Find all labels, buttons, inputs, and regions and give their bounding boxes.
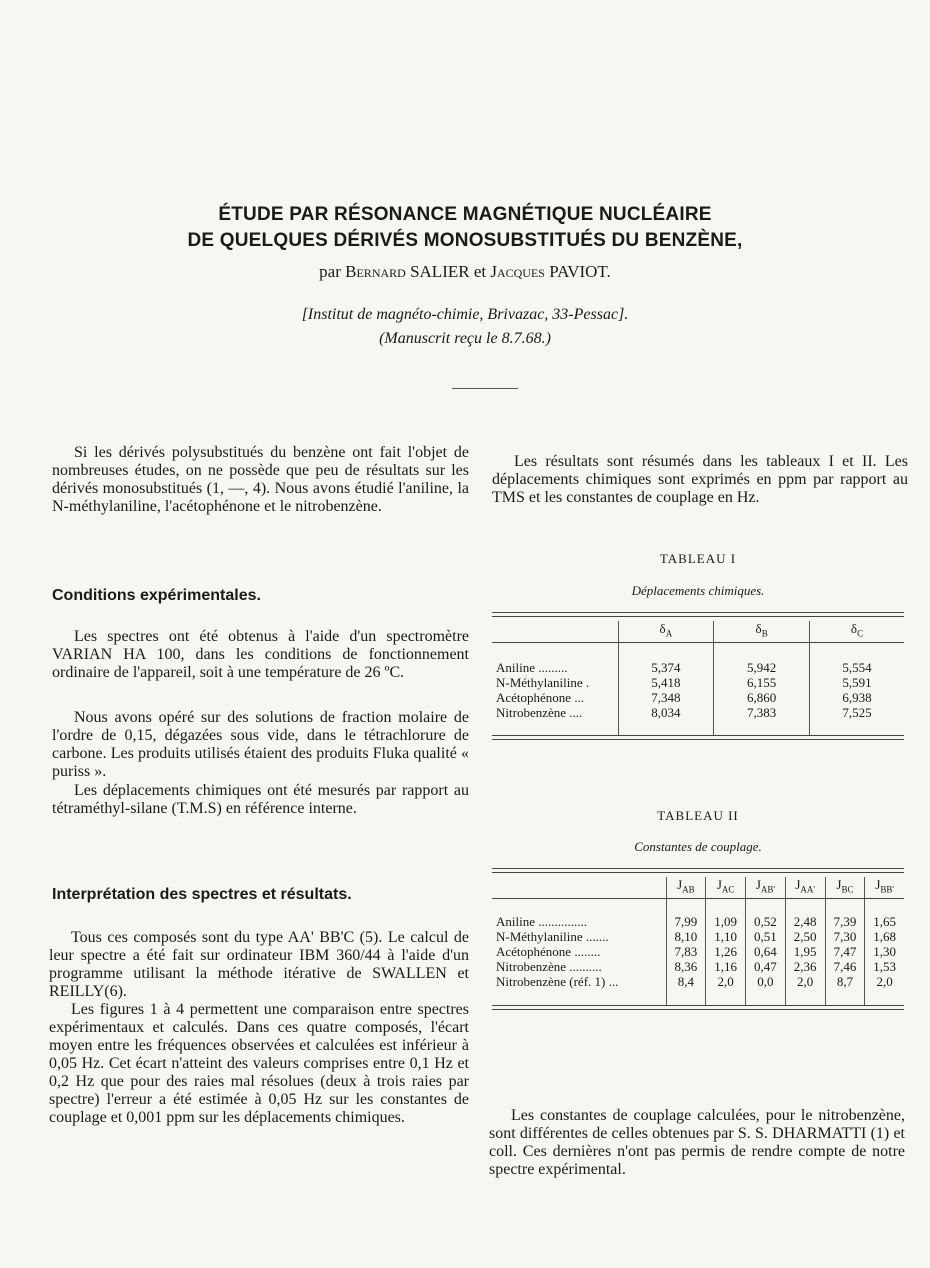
row-label: Nitrobenzène ....	[496, 705, 583, 721]
section1-paragraph2: Nous avons opéré sur des solutions de fraction molaire de l'ordre de 0,15, dégazées sous vide, dans le tétrachlorure de carbone. Les produits utilisés étaient des produits Fluka qualité « puriss ».	[52, 709, 469, 780]
cell: 0,52	[746, 914, 786, 929]
table-row	[492, 914, 904, 929]
cell: 2,0	[706, 974, 746, 989]
table2-caption: TABLEAU II	[657, 808, 739, 823]
cell: 8,10	[666, 929, 706, 944]
conclusion-paragraph: Les constantes de couplage calculées, pour le nitrobenzène, sont différentes de celles obtenues par S. S. DHARMATTI (1) et coll. Ces dernières n'ont pas permis de rendre compte de notre spectre expérimental.	[489, 1107, 905, 1178]
cell: 0,47	[746, 959, 786, 974]
cell: 7,348	[618, 690, 714, 705]
title-separator	[452, 388, 518, 389]
institute: [Institut de magnéto-chimie, Brivazac, 33-Pessac].	[301, 306, 629, 323]
table2-grid	[492, 877, 904, 1005]
cell: 8,36	[666, 959, 706, 974]
author2-last: PAVIOT.	[549, 262, 611, 281]
cell: 1,16	[706, 959, 746, 974]
table2-header-jbc: $J_{BC}$	[825, 877, 865, 898]
cell: 1,26	[706, 944, 746, 959]
table2-header-jbbp: $J_{BB'}$	[865, 877, 904, 898]
cell: 8,4	[666, 974, 706, 989]
cell: 5,591	[810, 675, 905, 690]
row-label: Acétophénone ...	[496, 690, 585, 706]
table-row	[492, 974, 904, 989]
section1-paragraph1: Les spectres ont été obtenus à l'aide d'un spectromètre VARIAN HA 100, dans les conditions de fonctionnement ordinaire de l'appareil, soit à une température de 26 ºC.	[52, 628, 469, 681]
table2-header-jac: $J_{AC}$	[706, 877, 746, 898]
cell: 6,938	[810, 690, 905, 705]
table2-top-rule	[492, 868, 904, 873]
table1-header-dc: $\delta_C$	[810, 621, 905, 642]
cell: 7,525	[810, 705, 905, 720]
cell: 0,64	[746, 944, 786, 959]
results-intro: Les résultats sont résumés dans les tableaux I et II. Les déplacements chimiques sont exprimés en ppm par rapport au TMS et les constantes de couplage en Hz.	[492, 453, 908, 506]
row-label: Aniline ...............	[496, 913, 587, 929]
cell: 7,383	[714, 705, 810, 720]
row-label: Nitrobenzène ..........	[496, 958, 602, 974]
author1-last: SALIER	[410, 262, 470, 281]
cell: 6,860	[714, 690, 810, 705]
table-row	[492, 929, 904, 944]
cell: 1,95	[785, 944, 825, 959]
table1-header-db: $\delta_B$	[714, 621, 810, 642]
table2-header-jaap: $J_{AA'}$	[785, 877, 825, 898]
cell: 2,48	[785, 914, 825, 929]
table2-header-blank	[492, 877, 666, 898]
table-row	[492, 660, 904, 675]
section1-heading: Conditions expérimentales.	[52, 587, 261, 604]
cell: 1,30	[865, 944, 904, 959]
section2-paragraph1: Tous ces composés sont du type AA' BB'C (5). Le calcul de leur spectre a été fait sur ordinateur IBM 360/44 à l'aide d'un programme utilisant la méthode itérative de SWALLEN et REILLY(6).	[49, 929, 469, 1000]
table2-header-jabp: $J_{AB'}$	[746, 877, 786, 898]
row-label: Acétophénone ........	[496, 943, 601, 959]
table1-header-da: $\delta_A$	[618, 621, 714, 642]
row-label: N-Méthylaniline .......	[496, 928, 609, 944]
cell: 8,7	[825, 974, 865, 989]
table1	[492, 612, 904, 740]
cell: 2,0	[865, 974, 904, 989]
table-row	[492, 675, 904, 690]
cell: 7,30	[825, 929, 865, 944]
cell: 1,53	[865, 959, 904, 974]
intro-paragraph: Si les dérivés polysubstitués du benzène ont fait l'objet de nombreuses études, on ne possède que peu de résultats sur les dérivés monosubstitués (1, —, 4). Nous avons étudié l'aniline, la N-méthylaniline, l'acétophénone et le nitrobenzène.	[52, 444, 469, 515]
cell: 1,09	[706, 914, 746, 929]
cell: 1,10	[706, 929, 746, 944]
table1-top-rule	[492, 612, 904, 617]
byline-et: et	[473, 262, 487, 281]
table1-header-blank	[492, 621, 618, 642]
cell: 8,034	[618, 705, 714, 720]
cell: 1,65	[865, 914, 904, 929]
table1-subtitle: Déplacements chimiques.	[631, 583, 765, 598]
table-row	[492, 705, 904, 720]
author1-first: Bernard	[345, 262, 406, 281]
article-title-line2: DE QUELQUES DÉRIVÉS MONOSUBSTITUÉS DU BENZÈNE,	[187, 230, 743, 251]
cell: 1,68	[865, 929, 904, 944]
table2	[492, 868, 904, 1010]
table1-bottom-rule	[492, 735, 904, 740]
author2-first: Jacques	[490, 262, 545, 281]
cell: 7,83	[666, 944, 706, 959]
cell: 2,0	[785, 974, 825, 989]
byline	[0, 262, 930, 282]
section1-paragraph3: Les déplacements chimiques ont été mesurés par rapport au tétraméthyl-silane (T.M.S) en référence interne.	[52, 782, 469, 817]
table2-header-row	[492, 877, 904, 898]
table1-grid	[492, 621, 904, 735]
row-label: N-Méthylaniline .	[496, 675, 590, 691]
cell: 5,942	[714, 660, 810, 675]
cell: 7,39	[825, 914, 865, 929]
cell: 7,99	[666, 914, 706, 929]
cell: 2,36	[785, 959, 825, 974]
cell: 5,418	[618, 675, 714, 690]
article-title-line1: ÉTUDE PAR RÉSONANCE MAGNÉTIQUE NUCLÉAIRE	[218, 204, 712, 225]
cell: 0,51	[746, 929, 786, 944]
table-row	[492, 944, 904, 959]
cell: 5,554	[810, 660, 905, 675]
cell: 5,374	[618, 660, 714, 675]
cell: 0,0	[746, 974, 786, 989]
table-row	[492, 959, 904, 974]
table2-header-jab: $J_{AB}$	[666, 877, 706, 898]
cell: 7,46	[825, 959, 865, 974]
cell: 7,47	[825, 944, 865, 959]
row-label: Aniline .........	[496, 660, 568, 676]
byline-par: par	[319, 262, 341, 281]
table2-bottom-rule	[492, 1005, 904, 1010]
table-row	[492, 690, 904, 705]
received-date: (Manuscrit reçu le 8.7.68.)	[379, 330, 551, 347]
row-label: Nitrobenzène (réf. 1) ...	[496, 973, 619, 989]
cell: 2,50	[785, 929, 825, 944]
table1-header-row	[492, 621, 904, 642]
section2-paragraph2: Les figures 1 à 4 permettent une comparaison entre spectres expérimentaux et calculés. Dans ces quatre composés, l'écart moyen entre les fréquences observées et calculées est inférieur à 0,05 Hz. Cet écart n'atteint des valeurs comprises entre 0,1 Hz et 0,2 Hz que pour des raies mal résolues (deux à trois raies par spectre) l'erreur a été estimée à 0,05 Hz sur les constantes de couplage et 0,001 ppm sur les déplacements chimiques.	[49, 1001, 469, 1126]
table2-subtitle: Constantes de couplage.	[634, 839, 762, 854]
cell: 6,155	[714, 675, 810, 690]
section2-heading: Interprétation des spectres et résultats.	[52, 886, 352, 903]
table1-caption: TABLEAU I	[659, 551, 737, 566]
